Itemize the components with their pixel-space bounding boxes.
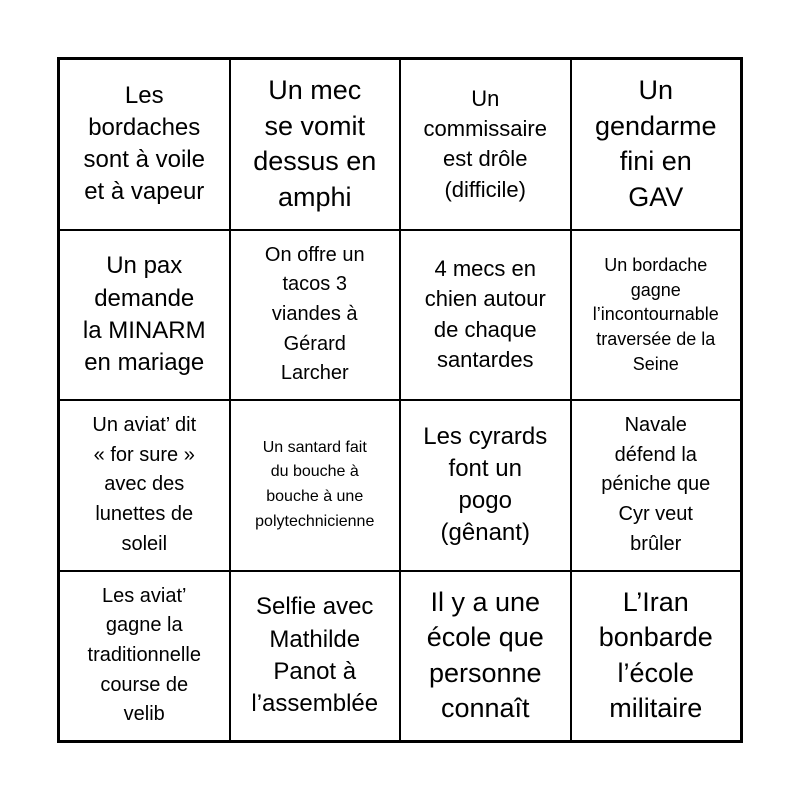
bingo-cell[interactable] — [59, 400, 230, 571]
cell-text: Un commissaire est drôle (difficile) — [423, 85, 547, 202]
cell-text: Un santard fait du bouche à bouche à une polytechnicienne — [255, 438, 375, 531]
bingo-cell[interactable] — [571, 230, 742, 401]
cell-text: Selfie avec Mathilde Panot à l’assemblée — [251, 593, 379, 717]
cell-text: Un aviat’ dit « for sure » avec des lunettes de soleil — [92, 414, 197, 555]
bingo-cell[interactable] — [230, 59, 401, 230]
cell-text: Navale défend la péniche que Cyr veut brûler — [601, 414, 711, 555]
bingo-board — [57, 57, 743, 743]
cell-text: Un pax demande la MINARM en mariage — [82, 252, 206, 376]
cell-text: Les bordaches sont à voile et à vapeur — [83, 81, 205, 206]
bingo-cell[interactable] — [400, 400, 571, 571]
cell-text: Un mec se vomit dessus en amphi — [253, 75, 377, 212]
cell-text: Un bordache gagne l’incontournable traversée de la Seine — [592, 254, 719, 374]
bingo-cell[interactable] — [59, 230, 230, 401]
bingo-cell[interactable] — [59, 59, 230, 230]
bingo-cell[interactable] — [400, 59, 571, 230]
bingo-cell[interactable] — [230, 230, 401, 401]
cell-text: On offre un tacos 3 viandes à Gérard Larcher — [264, 243, 365, 385]
bingo-cell[interactable] — [571, 400, 742, 571]
bingo-cell[interactable] — [571, 59, 742, 230]
bingo-cell[interactable] — [400, 571, 571, 742]
cell-text: 4 mecs en chien autour de chaque santardes — [424, 256, 546, 373]
cell-text: Il y a une école que personne connaît — [426, 586, 544, 724]
bingo-cell[interactable] — [571, 571, 742, 742]
cell-text: Les cyrards font un pogo (gênant) — [423, 422, 548, 547]
bingo-cell[interactable] — [230, 400, 401, 571]
bingo-cell[interactable] — [59, 571, 230, 742]
cell-text: Un gendarme fini en GAV — [594, 75, 717, 212]
cell-text: L’Iran bonbarde l’école militaire — [598, 586, 713, 724]
bingo-cell[interactable] — [400, 230, 571, 401]
cell-text: Les aviat’ gagne la traditionnelle course de velib — [87, 584, 201, 726]
bingo-cell[interactable] — [230, 571, 401, 742]
